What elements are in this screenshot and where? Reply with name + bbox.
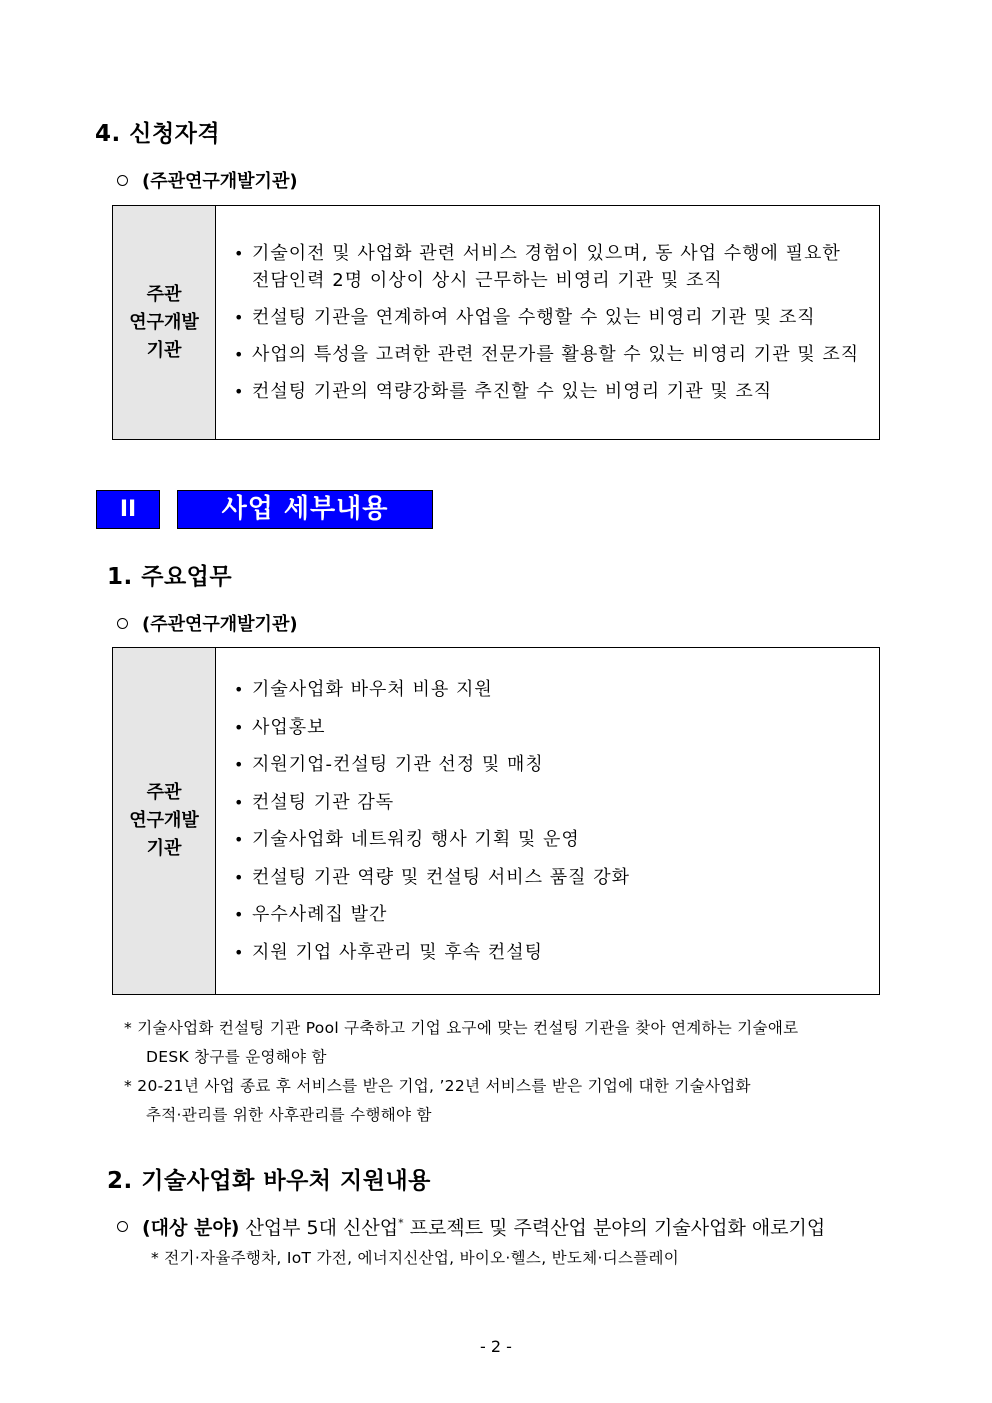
note-line: 추적·관리를 위한 사후관리를 수행해야 함 — [146, 1106, 432, 1124]
list-item-text: 기술이전 및 사업화 관련 서비스 경험이 있으며, 동 사업 수행에 필요한 — [252, 243, 841, 264]
note-line: * 기술사업화 컨설팅 기관 Pool 구축하고 기업 요구에 맞는 컨설팅 기관을 찾아 연계하는 기술애로 — [124, 1019, 799, 1037]
eligibility-list — [234, 240, 869, 405]
note-1 — [124, 1014, 899, 1072]
label-line: 기관 — [146, 838, 182, 859]
main-tasks-label-cell — [113, 648, 216, 995]
section-1-heading: 1. 주요업무 — [107, 564, 233, 590]
main-tasks-content-cell — [216, 648, 880, 995]
section-2-bullet-text: 산업부 5대 신산업 — [239, 1217, 399, 1239]
list-item: • 컨설팅 기관 역량 및 컨설팅 서비스 품질 강화 — [234, 859, 869, 897]
label-line: 연구개발 — [129, 810, 199, 831]
page-number: - 2 - — [480, 1337, 512, 1356]
list-item: • 컨설팅 기관 감독 — [234, 784, 869, 822]
note-2 — [124, 1072, 899, 1130]
section-2-bullet — [117, 1213, 825, 1240]
label-line: 주관 — [146, 283, 182, 305]
chapter-number-box: II — [96, 490, 160, 529]
section-2-footnote: * 전기·자율주행차, IoT 가전, 에너지신산업, 바이오·헬스, 반도체·디스플레이 — [151, 1249, 680, 1267]
list-item: • 컨설팅 기관을 연계하여 사업을 수행할 수 있는 비영리 기관 및 조직 — [234, 304, 869, 331]
list-item-text-cont: 전담인력 2명 이상이 상시 근무하는 비영리 기관 및 조직 — [252, 270, 723, 291]
section-2-heading: 2. 기술사업화 바우처 지원내용 — [107, 1168, 431, 1194]
circle-bullet-icon — [117, 1221, 128, 1232]
eligibility-content-cell — [216, 206, 880, 440]
eligibility-label-cell — [113, 206, 216, 440]
section-1-bullet — [117, 610, 298, 636]
main-tasks-list — [234, 671, 869, 971]
section-2-bullet-rest: 프로젝트 및 주력산업 분야의 기술사업화 애로기업 — [403, 1217, 826, 1239]
list-item: • 지원 기업 사후관리 및 후속 컨설팅 — [234, 934, 869, 972]
list-item — [234, 240, 869, 294]
list-item: • 컨설팅 기관의 역량강화를 추진할 수 있는 비영리 기관 및 조직 — [234, 378, 869, 405]
chapter-title-box: 사업 세부내용 — [177, 490, 433, 529]
circle-bullet-icon — [117, 175, 128, 186]
section-1-bullet-label: (주관연구개발기관) — [142, 614, 298, 635]
label-line: 기관 — [146, 339, 182, 361]
main-tasks-table — [112, 647, 880, 995]
list-item: • 기술사업화 바우처 비용 지원 — [234, 671, 869, 709]
note-line: DESK 창구를 운영해야 함 — [146, 1048, 327, 1066]
section-4-bullet-label: (주관연구개발기관) — [142, 171, 298, 192]
list-item: • 우수사례집 발간 — [234, 896, 869, 934]
list-item: • 사업홍보 — [234, 709, 869, 747]
list-item: • 기술사업화 네트워킹 행사 기획 및 운영 — [234, 821, 869, 859]
eligibility-table — [112, 205, 880, 440]
label-line: 연구개발 — [129, 311, 199, 333]
circle-bullet-icon — [117, 618, 128, 629]
footnote-marker: * — [398, 1216, 404, 1230]
label-line: 주관 — [146, 782, 182, 803]
note-line: * 20-21년 사업 종료 후 서비스를 받은 기업, ’22년 서비스를 받은 기업에 대한 기술사업화 — [124, 1077, 751, 1095]
list-item: • 지원기업-컨설팅 기관 선정 및 매칭 — [234, 746, 869, 784]
list-item: • 사업의 특성을 고려한 관련 전문가를 활용할 수 있는 비영리 기관 및 조직 — [234, 341, 869, 368]
section-4-heading: 4. 신청자격 — [95, 121, 221, 147]
section-4-bullet — [117, 167, 298, 193]
section-2-bullet-label: (대상 분야) — [142, 1217, 240, 1239]
